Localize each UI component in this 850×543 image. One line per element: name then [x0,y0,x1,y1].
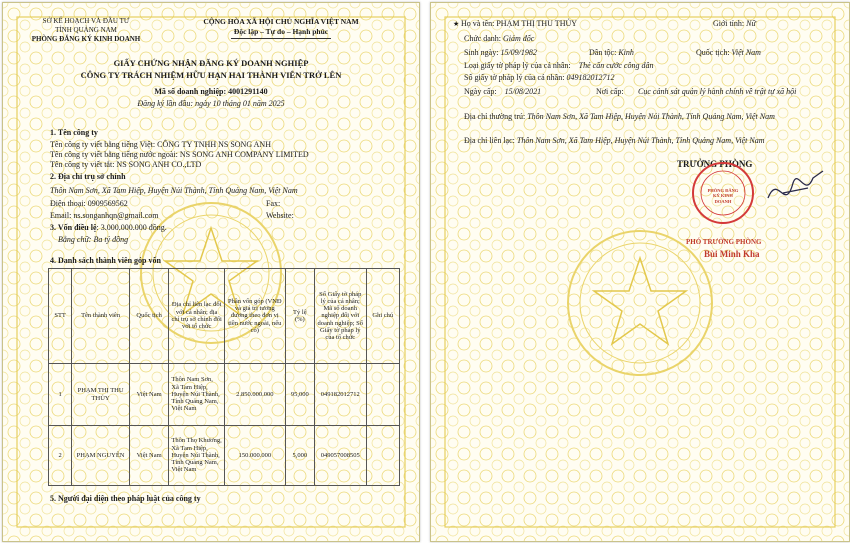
company-name-short: Tên công ty viết tắt: NS SONG ANH CO.,LTD [50,160,202,169]
row-2-stt: 2 [49,426,72,486]
charter-capital [50,224,167,232]
stamp-text: PHÒNG ĐĂNG KÝ KINH DOANH [707,188,739,204]
dob-label: Sinh ngày: [464,48,499,57]
section-2-title: 2. Địa chỉ trụ sở chính [50,172,126,181]
residence-label: Địa chỉ thường trú: [464,112,526,121]
gender-value: Nữ [746,19,756,28]
rep-full-name-text: Họ và tên: PHẠM THỊ THU THỦY [461,19,578,28]
security-pattern-background [431,3,849,541]
row-1-note [366,364,399,426]
agency-line-2: TỈNH QUẢNG NAM [55,26,117,34]
doc-type-label: Loại giấy tờ pháp lý của cá nhân: [464,61,571,70]
issue-date-label: Ngày cấp: [464,87,497,96]
rep-full-name [453,20,577,28]
row-2-name: PHẠM NGUYÊN [72,426,130,486]
table-header-row [49,269,400,364]
rep-nationality-line [696,49,761,57]
rep-ethnic-line [589,49,634,57]
header-stt: STT [49,269,72,364]
company-name-foreign: Tên công ty viết bằng tiếng nước ngoài: NS SONG ANH COMPANY LIMITED [50,150,309,159]
head-office-address: Thôn Nam Sơn, Xã Tam Hiệp, Huyện Núi Thành, Tỉnh Quảng Nam, Việt Nam [50,186,298,195]
header-nationality: Quốc tịch [129,269,168,364]
head-of-office-title: TRƯỞNG PHÒNG [677,159,753,169]
section-4-title: 4. Danh sách thành viên góp vốn [50,256,161,265]
rep-issuer-label: Nơi cấp: [596,87,624,96]
residence-value: Thôn Nam Sơn, Xã Tam Hiệp, Huyện Núi Thành, Tỉnh Quảng Nam, Việt Nam [527,112,775,121]
row-2-capital: 150.000.000 [224,426,285,486]
row-2-address: Thôn Thọ Khương, Xã Tam Hiệp, Huyện Núi Thành, Tỉnh Quảng Nam, Việt Nam [169,426,225,486]
bullet-star-icon: ★ [453,20,462,28]
certificate-page-2 [430,2,850,542]
row-2-ratio: 5,000 [285,426,314,486]
motto-underline [231,38,331,39]
section-3-title: 3. Vốn điều lệ [50,223,97,232]
table-row [49,364,400,426]
contact-value: Thôn Nam Sơn, Xã Tam Hiệp, Huyện Núi Thành, Tỉnh Quảng Nam, Việt Nam [516,136,765,145]
agency-line-1: SỞ KẾ HOẠCH VÀ ĐẦU TƯ [42,17,130,25]
member-table [48,268,400,486]
nationality-label: Quốc tịch: [696,48,730,57]
issue-date-value: 15/08/2021 [504,87,542,96]
deputy-head-title: PHÓ TRƯỞNG PHÒNG [686,238,762,246]
header-note: Ghi chú [366,269,399,364]
row-2-nationality: Việt Nam [129,426,168,486]
row-2-legal-doc: 049057008505 [314,426,366,486]
row-1-ratio: 95,000 [285,364,314,426]
section-5-title: 5. Người đại diện theo pháp luật của công ty [50,494,201,503]
company-type: CÔNG TY TRÁCH NHIỆM HỮU HẠN HAI THÀNH VIÊN TRỞ LÊN [80,70,342,80]
row-1-address: Thôn Nam Sơn, Xã Tam Hiệp, Huyện Núi Thành, Tỉnh Quảng Nam, Việt Nam [169,364,225,426]
rep-residence [464,112,829,122]
rep-doc-type-line [464,62,653,70]
rep-title-line [464,35,534,43]
row-1-name: PHẠM THỊ THU THỦY [72,364,130,426]
header-ratio: Tỷ lệ (%) [285,269,314,364]
phone: Điện thoại: 0909569562 [50,199,128,208]
dob-value: 15/09/1982 [500,48,537,57]
row-1-nationality: Việt Nam [129,364,168,426]
fax: Fax: [266,199,281,208]
website: Website: [266,211,294,220]
official-stamp-and-signature [673,153,838,233]
title-label: Chức danh: [464,34,501,43]
row-2-note [366,426,399,486]
header-capital: Phần vốn góp (VNĐ và giá trị tương đương theo đơn vị tiền nước ngoài, nếu có) [224,269,285,364]
section-1-title: 1. Tên công ty [50,128,98,137]
ethnic-label: Dân tộc: [589,48,617,57]
email: Email: ns.songanhqn@gmail.com [50,211,159,220]
company-name-vn: Tên công ty viết bằng tiếng Việt: CÔNG TY TNHH NS SONG ANH [50,140,271,149]
certificate-title: GIẤY CHỨNG NHẬN ĐĂNG KÝ DOANH NGHIỆP [113,58,309,68]
rep-doc-no-line [464,74,614,82]
row-1-stt: 1 [49,364,72,426]
row-1-legal-doc: 049182012712 [314,364,366,426]
contact-label: Địa chỉ liên lạc: [464,136,515,145]
rep-gender [713,20,756,28]
doc-no-label: Số giấy tờ pháp lý của cá nhân: [464,73,565,82]
certificate-page-1 [2,2,420,542]
row-1-capital: 2.850.000.000 [224,364,285,426]
rep-dob-line [464,49,537,57]
table-row [49,426,400,486]
doc-no-value: 049182012712 [566,73,615,82]
signer-name: Bùi Minh Kha [704,249,760,259]
rep-contact [464,136,829,146]
title-value: Giám đốc [503,34,535,43]
ethnic-value: Kinh [618,48,634,57]
rep-issue-date-line [464,88,541,96]
header-address: Địa chỉ liên lạc đối với cá nhân; địa chỉ trụ sở chính đối với tổ chức [169,269,225,364]
doc-type-value: Thẻ căn cước công dân [578,61,654,70]
header-member-name: Tên thành viên [72,269,130,364]
capital-in-words: Bằng chữ: Ba tỷ đồng [58,235,129,244]
first-registration: Đăng ký lần đầu: ngày 10 tháng 01 năm 2025 [137,99,285,108]
nationality-value: Việt Nam [731,48,761,57]
agency-line-3: PHÒNG ĐĂNG KÝ KINH DOANH [31,35,141,43]
republic-title: CỘNG HÒA XÃ HỘI CHỦ NGHĨA VIỆT NAM [203,17,359,26]
enterprise-code: Mã số doanh nghiệp: 4001291140 [154,87,268,96]
gender-label: Giới tính: [713,19,745,28]
capital-amount: : 3.000.000.000 đồng. [96,223,167,232]
rep-issuer-value: Cục cảnh sát quản lý hành chính về trật tự xã hội [638,87,797,96]
motto: Độc lập – Tự do – Hạnh phúc [233,27,329,36]
header-legal-doc: Số Giấy tờ pháp lý của cá nhân; Mã số doanh nghiệp đối với doanh nghiệp; Số Giấy tờ pháp lý của tổ chức [314,269,366,364]
